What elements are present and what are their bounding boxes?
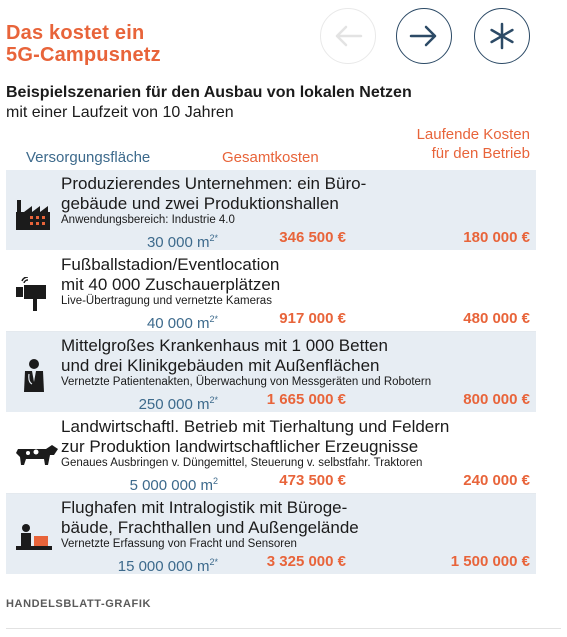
scenario-name-line-2: und drei Klinikgebäuden mit Außenflächen — [61, 356, 380, 375]
title-line-1: Das kostet ein — [6, 22, 145, 44]
scenario-total-cost: 346 500 € — [279, 229, 346, 246]
scenario-table — [6, 170, 536, 575]
scenario-name-line-1: Mittelgroßes Krankenhaus mit 1 000 Betten — [61, 336, 388, 355]
area-unit-sup: 2* — [209, 314, 218, 324]
doctor-icon — [14, 358, 54, 394]
area-value: 30 000 m — [146, 234, 210, 251]
scenario-name — [61, 336, 536, 376]
scenario-total-cost: 1 665 000 € — [266, 391, 346, 408]
table-row — [6, 494, 536, 575]
scenario-area — [147, 229, 218, 252]
scenario-total-cost: 3 325 000 € — [266, 553, 346, 570]
scenario-running-cost: 180 000 € — [463, 229, 530, 246]
column-header-running — [370, 125, 530, 163]
area-value: 40 000 m — [146, 315, 210, 332]
next-button[interactable] — [396, 8, 452, 64]
scenario-name-line-1: Flughafen mit Intralogistik mit Büroge- — [61, 498, 348, 517]
scenario-name — [61, 255, 536, 295]
subtitle-regular: mit einer Laufzeit von 10 Jahren — [6, 104, 234, 121]
scenario-use-case: Live-Übertragung und vernetzte Kameras — [61, 295, 272, 307]
scenario-running-cost: 240 000 € — [463, 472, 530, 489]
area-unit-sup: 2* — [209, 395, 218, 405]
scenario-area — [147, 310, 218, 333]
area-value: 5 000 000 m — [129, 477, 213, 494]
scenario-use-case: Vernetzte Patientenakten, Überwachung von Messgeräten und Robotern — [61, 376, 432, 388]
scenario-name-line-1: Fußballstadion/Eventlocation — [61, 255, 280, 274]
subtitle — [6, 83, 412, 123]
scenario-name-line-1: Landwirtschaftl. Betrieb mit Tierhaltung und Feldern — [61, 417, 450, 436]
column-header-total: Gesamtkosten — [222, 149, 319, 166]
cow-icon — [14, 439, 60, 475]
source-credit: HANDELSBLATT-GRAFIK — [6, 598, 152, 610]
scenario-use-case: Vernetzte Erfassung von Fracht und Sensoren — [61, 538, 297, 550]
factory-icon — [14, 196, 54, 232]
table-row — [6, 170, 536, 251]
page-title — [6, 22, 161, 66]
scenario-name-line-2: bäude, Frachthallen und Außengelände — [61, 518, 359, 537]
title-line-2: 5G-Campusnetz — [6, 44, 161, 66]
scenario-name-line-2: gebäude und zwei Produktionshallen — [61, 194, 339, 213]
column-header-running-line-1: Laufende Kosten — [416, 126, 530, 143]
area-value: 250 000 m — [138, 396, 210, 413]
scenario-total-cost: 473 500 € — [279, 472, 346, 489]
previous-button[interactable] — [320, 8, 376, 64]
scenario-area — [118, 553, 218, 576]
scenario-name-line-2: mit 40 000 Zuschauerplätzen — [61, 275, 281, 294]
asterisk-icon — [488, 22, 516, 50]
scenario-running-cost: 1 500 000 € — [450, 553, 530, 570]
scenario-name-line-1: Produzierendes Unternehmen: ein Büro- — [61, 174, 367, 193]
camera-icon — [14, 277, 54, 313]
table-row — [6, 251, 536, 332]
scenario-total-cost: 917 000 € — [279, 310, 346, 327]
footer-divider — [6, 628, 561, 629]
arrow-right-icon — [409, 25, 439, 47]
scenario-name — [61, 417, 536, 457]
scenario-running-cost: 480 000 € — [463, 310, 530, 327]
scenario-use-case: Genaues Ausbringen v. Düngemittel, Steuerung v. selbstfahr. Traktoren — [61, 457, 423, 469]
scenario-use-case: Anwendungsbereich: Industrie 4.0 — [61, 214, 235, 226]
column-header-running-line-2: für den Betrieb — [431, 145, 530, 162]
scenario-running-cost: 800 000 € — [463, 391, 530, 408]
scenario-area — [139, 391, 218, 414]
scenario-name — [61, 498, 536, 538]
reset-button[interactable] — [474, 8, 530, 64]
navigation — [320, 8, 560, 66]
column-header-area: Versorgungsfläche — [26, 149, 151, 166]
table-row — [6, 413, 536, 494]
area-unit-sup: 2* — [209, 557, 218, 567]
logistics-icon — [14, 520, 54, 556]
scenario-name-line-2: zur Produktion landwirtschaftlicher Erzeugnisse — [61, 437, 419, 456]
subtitle-bold: Beispielszenarien für den Ausbau von lokalen Netzen — [6, 84, 412, 101]
table-row — [6, 332, 536, 413]
arrow-left-icon — [333, 25, 363, 47]
area-unit-sup: 2* — [209, 233, 218, 243]
area-value: 15 000 000 m — [117, 558, 210, 575]
scenario-name — [61, 174, 536, 214]
scenario-area — [130, 472, 218, 495]
area-unit-sup: 2 — [212, 476, 218, 486]
